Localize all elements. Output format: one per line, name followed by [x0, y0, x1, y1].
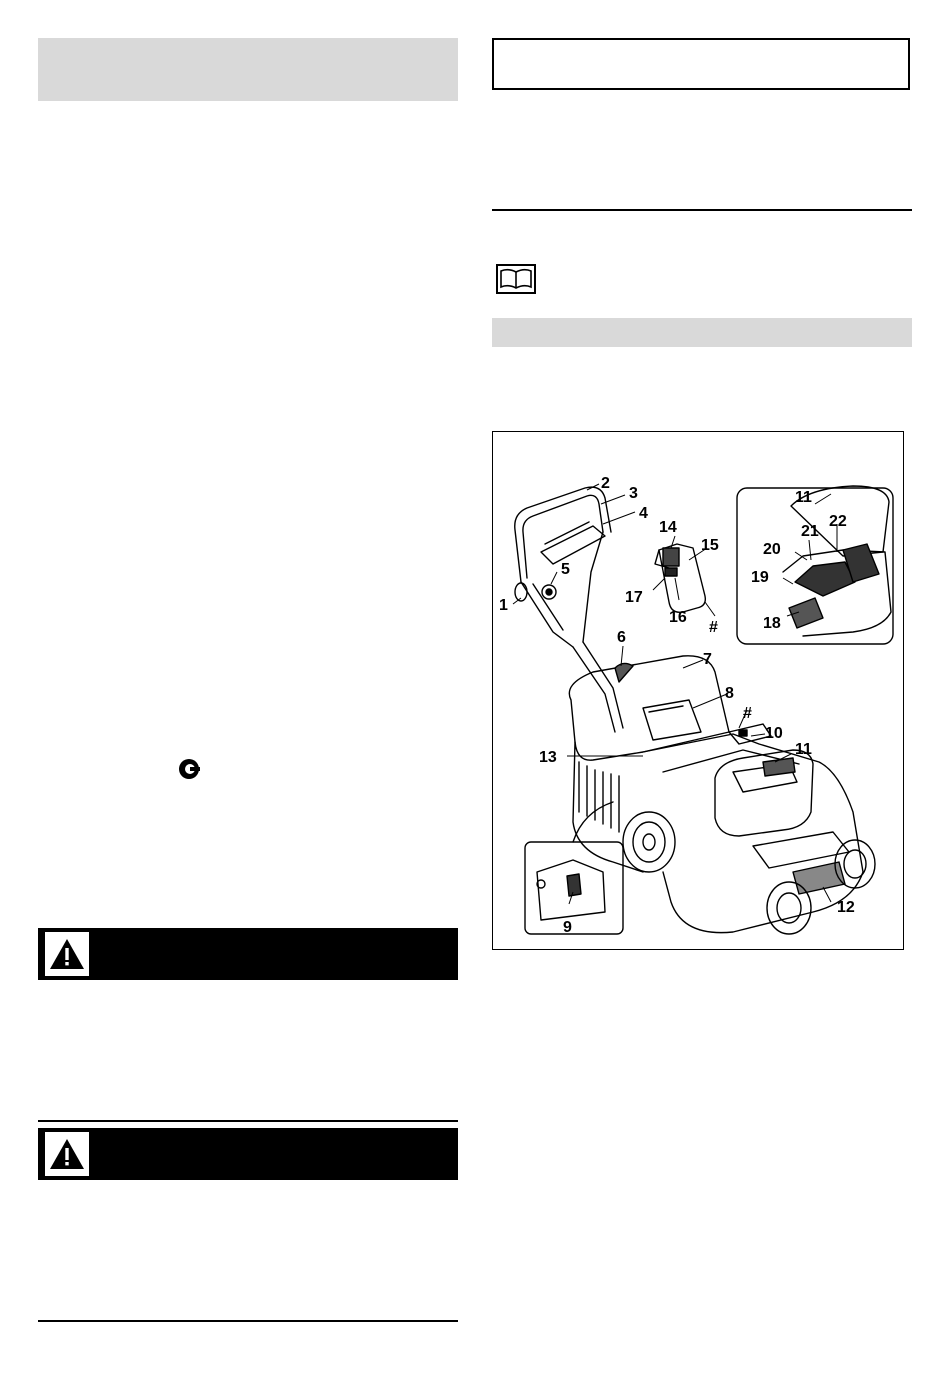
callout-6: 6 [617, 629, 626, 646]
c-mark-icon [177, 757, 201, 781]
divider [38, 1320, 458, 1322]
callout-hash-battery: # [709, 619, 718, 636]
warning-icon-box [45, 932, 89, 976]
callout-13: 13 [539, 749, 557, 766]
callout-19: 19 [751, 569, 769, 586]
callout-14: 14 [659, 519, 677, 536]
lawnmower-figure [492, 431, 904, 950]
callout-4: 4 [639, 505, 648, 522]
callout-7: 7 [703, 651, 712, 668]
section-title-box [492, 38, 910, 90]
callout-16: 16 [669, 609, 687, 626]
divider [492, 209, 912, 211]
callout-21: 21 [801, 523, 819, 540]
callout-9: 9 [563, 919, 572, 936]
warning-icon-box [45, 1132, 89, 1176]
warning-triangle-icon [48, 937, 86, 971]
callout-hash-mower: # [743, 705, 752, 722]
callout-15: 15 [701, 537, 719, 554]
section-header-bar [38, 38, 458, 101]
callout-1: 1 [499, 597, 508, 614]
lawnmower-illustration [493, 432, 904, 950]
callout-11: 11 [795, 741, 812, 758]
callout-5: 5 [561, 561, 570, 578]
warning-triangle-icon [48, 1137, 86, 1171]
warning-bar [38, 1128, 458, 1180]
book-icon [496, 264, 536, 294]
callout-11-inset: 11 [795, 489, 812, 506]
callout-12: 12 [837, 899, 855, 916]
callout-17: 17 [625, 589, 643, 606]
callout-3: 3 [629, 485, 638, 502]
callout-18: 18 [763, 615, 781, 632]
callout-20: 20 [763, 541, 781, 558]
section-band [492, 318, 912, 347]
callout-10: 10 [765, 725, 783, 742]
divider [38, 1120, 458, 1122]
callout-2: 2 [601, 475, 610, 492]
callout-8: 8 [725, 685, 734, 702]
warning-bar [38, 928, 458, 980]
callout-22: 22 [829, 513, 847, 530]
